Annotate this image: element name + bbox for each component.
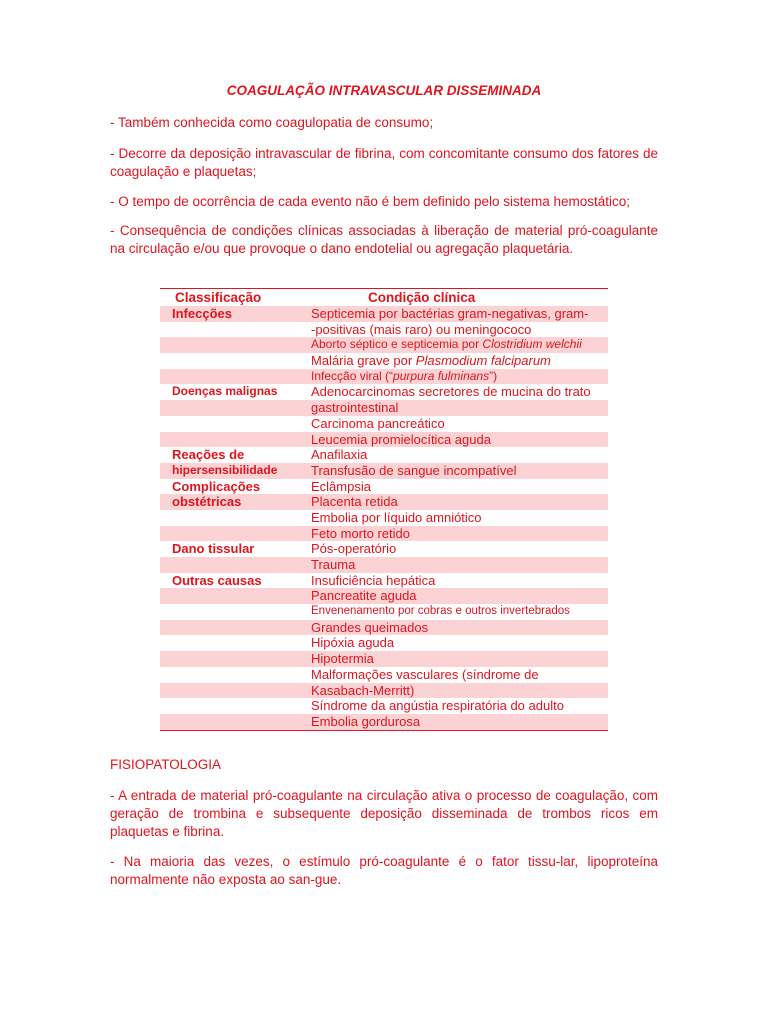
row-condition <box>311 416 445 432</box>
condition-text: Kasabach-Merritt) <box>311 682 415 698</box>
condition-text: gastrointestinal <box>311 400 399 416</box>
row-condition <box>311 337 582 353</box>
row-condition <box>311 494 398 510</box>
row-condition <box>311 369 497 385</box>
row-condition <box>311 400 398 416</box>
table-row <box>160 432 608 448</box>
row-condition <box>311 604 570 620</box>
table-row <box>160 667 608 683</box>
row-condition <box>311 651 374 667</box>
table-row <box>160 651 608 667</box>
condition-text: Malária grave por <box>311 353 416 369</box>
table-row <box>160 416 608 432</box>
condition-text: Pancreatite aguda <box>311 588 417 604</box>
row-condition <box>311 306 588 322</box>
condition-text: Hipotermia <box>311 651 374 667</box>
condition-end-text: ”) <box>489 368 498 383</box>
condition-text: Infecção viral (“ <box>311 368 394 383</box>
row-condition <box>311 479 371 495</box>
row-condition <box>311 620 428 636</box>
condition-italic-text: purpura fulminans <box>393 368 490 383</box>
table-row <box>160 400 608 416</box>
row-condition <box>311 698 564 714</box>
condition-text: Eclâmpsia <box>311 478 371 494</box>
condition-text: Feto morto retido <box>311 525 410 541</box>
header-condition: Condição clínica <box>368 290 476 305</box>
table-row <box>160 526 608 542</box>
condition-text: Aborto séptico e septicemia por <box>311 337 483 352</box>
condition-text: Grandes queimados <box>311 619 429 635</box>
table-row <box>160 463 608 479</box>
condition-italic-text: Clostridium welchii <box>482 337 582 352</box>
section-title: FISIOPATOLOGIA <box>110 757 222 772</box>
row-condition <box>311 667 539 683</box>
condition-text: Insuficiência hepática <box>311 572 436 588</box>
table-row <box>160 447 608 463</box>
condition-text: -positivas (mais raro) ou meningococo <box>311 321 532 337</box>
intro-paragraph-2: - Decorre da deposição intravascular de fibrina, com concomitante consumo dos fatores de coagulação e plaquetas; <box>110 146 658 179</box>
condition-text: Hipóxia aguda <box>311 635 395 651</box>
intro-paragraph-3: - O tempo de ocorrência de cada evento não é bem definido pelo sistema hemostático; <box>110 194 631 209</box>
row-classification: Reações de <box>172 447 245 463</box>
table-row <box>160 384 608 400</box>
section-paragraph-2: - Na maioria das vezes, o estímulo pró-coagulante é o fator tissu-lar, lipoproteína normalmente não exposta ao san-gue. <box>110 854 658 887</box>
row-condition <box>311 432 491 448</box>
row-condition <box>311 463 516 479</box>
row-condition <box>311 588 417 604</box>
row-condition <box>311 353 551 369</box>
condition-italic-text: Plasmodium falciparum <box>415 353 551 369</box>
intro-paragraph-4: - Consequência de condições clínicas associadas à liberação de material pró-coagulante na circulação e/ou que provoque o dano endotelial ou agregação plaquetária. <box>110 223 658 256</box>
condition-text: Embolia gordurosa <box>311 713 421 729</box>
row-condition <box>311 635 394 651</box>
table-body <box>160 306 608 730</box>
table-row <box>160 510 608 526</box>
row-classification: Complicações <box>172 478 261 494</box>
condition-text: Malformações vasculares (síndrome de <box>311 666 539 682</box>
table-row <box>160 620 608 636</box>
table-row <box>160 369 608 385</box>
table-row <box>160 573 608 589</box>
condition-text: Carcinoma pancreático <box>311 415 445 431</box>
condition-text: Leucemia promielocítica aguda <box>311 431 491 447</box>
condition-text: Envenenamento por cobras e outros invertebrados <box>311 605 570 618</box>
table-row <box>160 479 608 495</box>
condition-text: Transfusão de sangue incompatível <box>311 462 517 478</box>
header-classification: Classificação <box>175 290 262 305</box>
row-classification: Infecções <box>172 306 232 321</box>
section-paragraph-1: - A entrada de material pró-coagulante na circulação ativa o processo de coagulação, com geração de trombina e subsequente deposição disseminada de trombos ricos em plaquetas e fibrina. <box>110 788 658 839</box>
row-condition <box>311 526 410 542</box>
row-condition <box>311 573 435 589</box>
table-row <box>160 604 608 620</box>
condition-text: Síndrome da angústia respiratória do adulto <box>311 698 564 714</box>
table-row <box>160 337 608 353</box>
table-row <box>160 306 608 322</box>
intro-paragraph-1: - Também conhecida como coagulopatia de consumo; <box>110 115 434 130</box>
table-header-row <box>160 289 608 306</box>
row-condition <box>311 510 482 526</box>
table-row <box>160 322 608 338</box>
table-row <box>160 635 608 651</box>
causes-table <box>160 288 608 731</box>
condition-text: Placenta retida <box>311 494 398 510</box>
row-classification: Dano tissular <box>172 541 255 557</box>
condition-text: Septicemia por bactérias gram-negativas, gram- <box>311 306 589 321</box>
condition-text: Anafilaxia <box>311 447 368 463</box>
document-title: COAGULAÇÃO INTRAVASCULAR DISSEMINADA <box>226 83 542 98</box>
table-row <box>160 541 608 557</box>
row-condition <box>311 541 396 557</box>
row-condition <box>311 714 420 730</box>
row-classification: Outras causas <box>172 572 262 588</box>
condition-text: Trauma <box>311 557 356 572</box>
row-condition <box>311 447 367 463</box>
condition-text: Pós-operatório <box>311 541 397 557</box>
row-condition <box>311 557 355 573</box>
table-row <box>160 353 608 369</box>
row-condition <box>311 683 414 699</box>
row-classification: obstétricas <box>172 494 242 510</box>
table-row <box>160 714 608 730</box>
condition-text: Adenocarcinomas secretores de mucina do trato <box>311 384 591 400</box>
table-row <box>160 683 608 699</box>
table-row <box>160 494 608 510</box>
table-row <box>160 698 608 714</box>
row-condition <box>311 322 531 338</box>
table-row <box>160 557 608 573</box>
row-condition <box>311 384 591 400</box>
table-row <box>160 588 608 604</box>
row-classification: Doenças malignas <box>172 384 278 399</box>
condition-text: Embolia por líquido amniótico <box>311 509 482 525</box>
row-classification: hipersensibilidade <box>172 462 278 477</box>
